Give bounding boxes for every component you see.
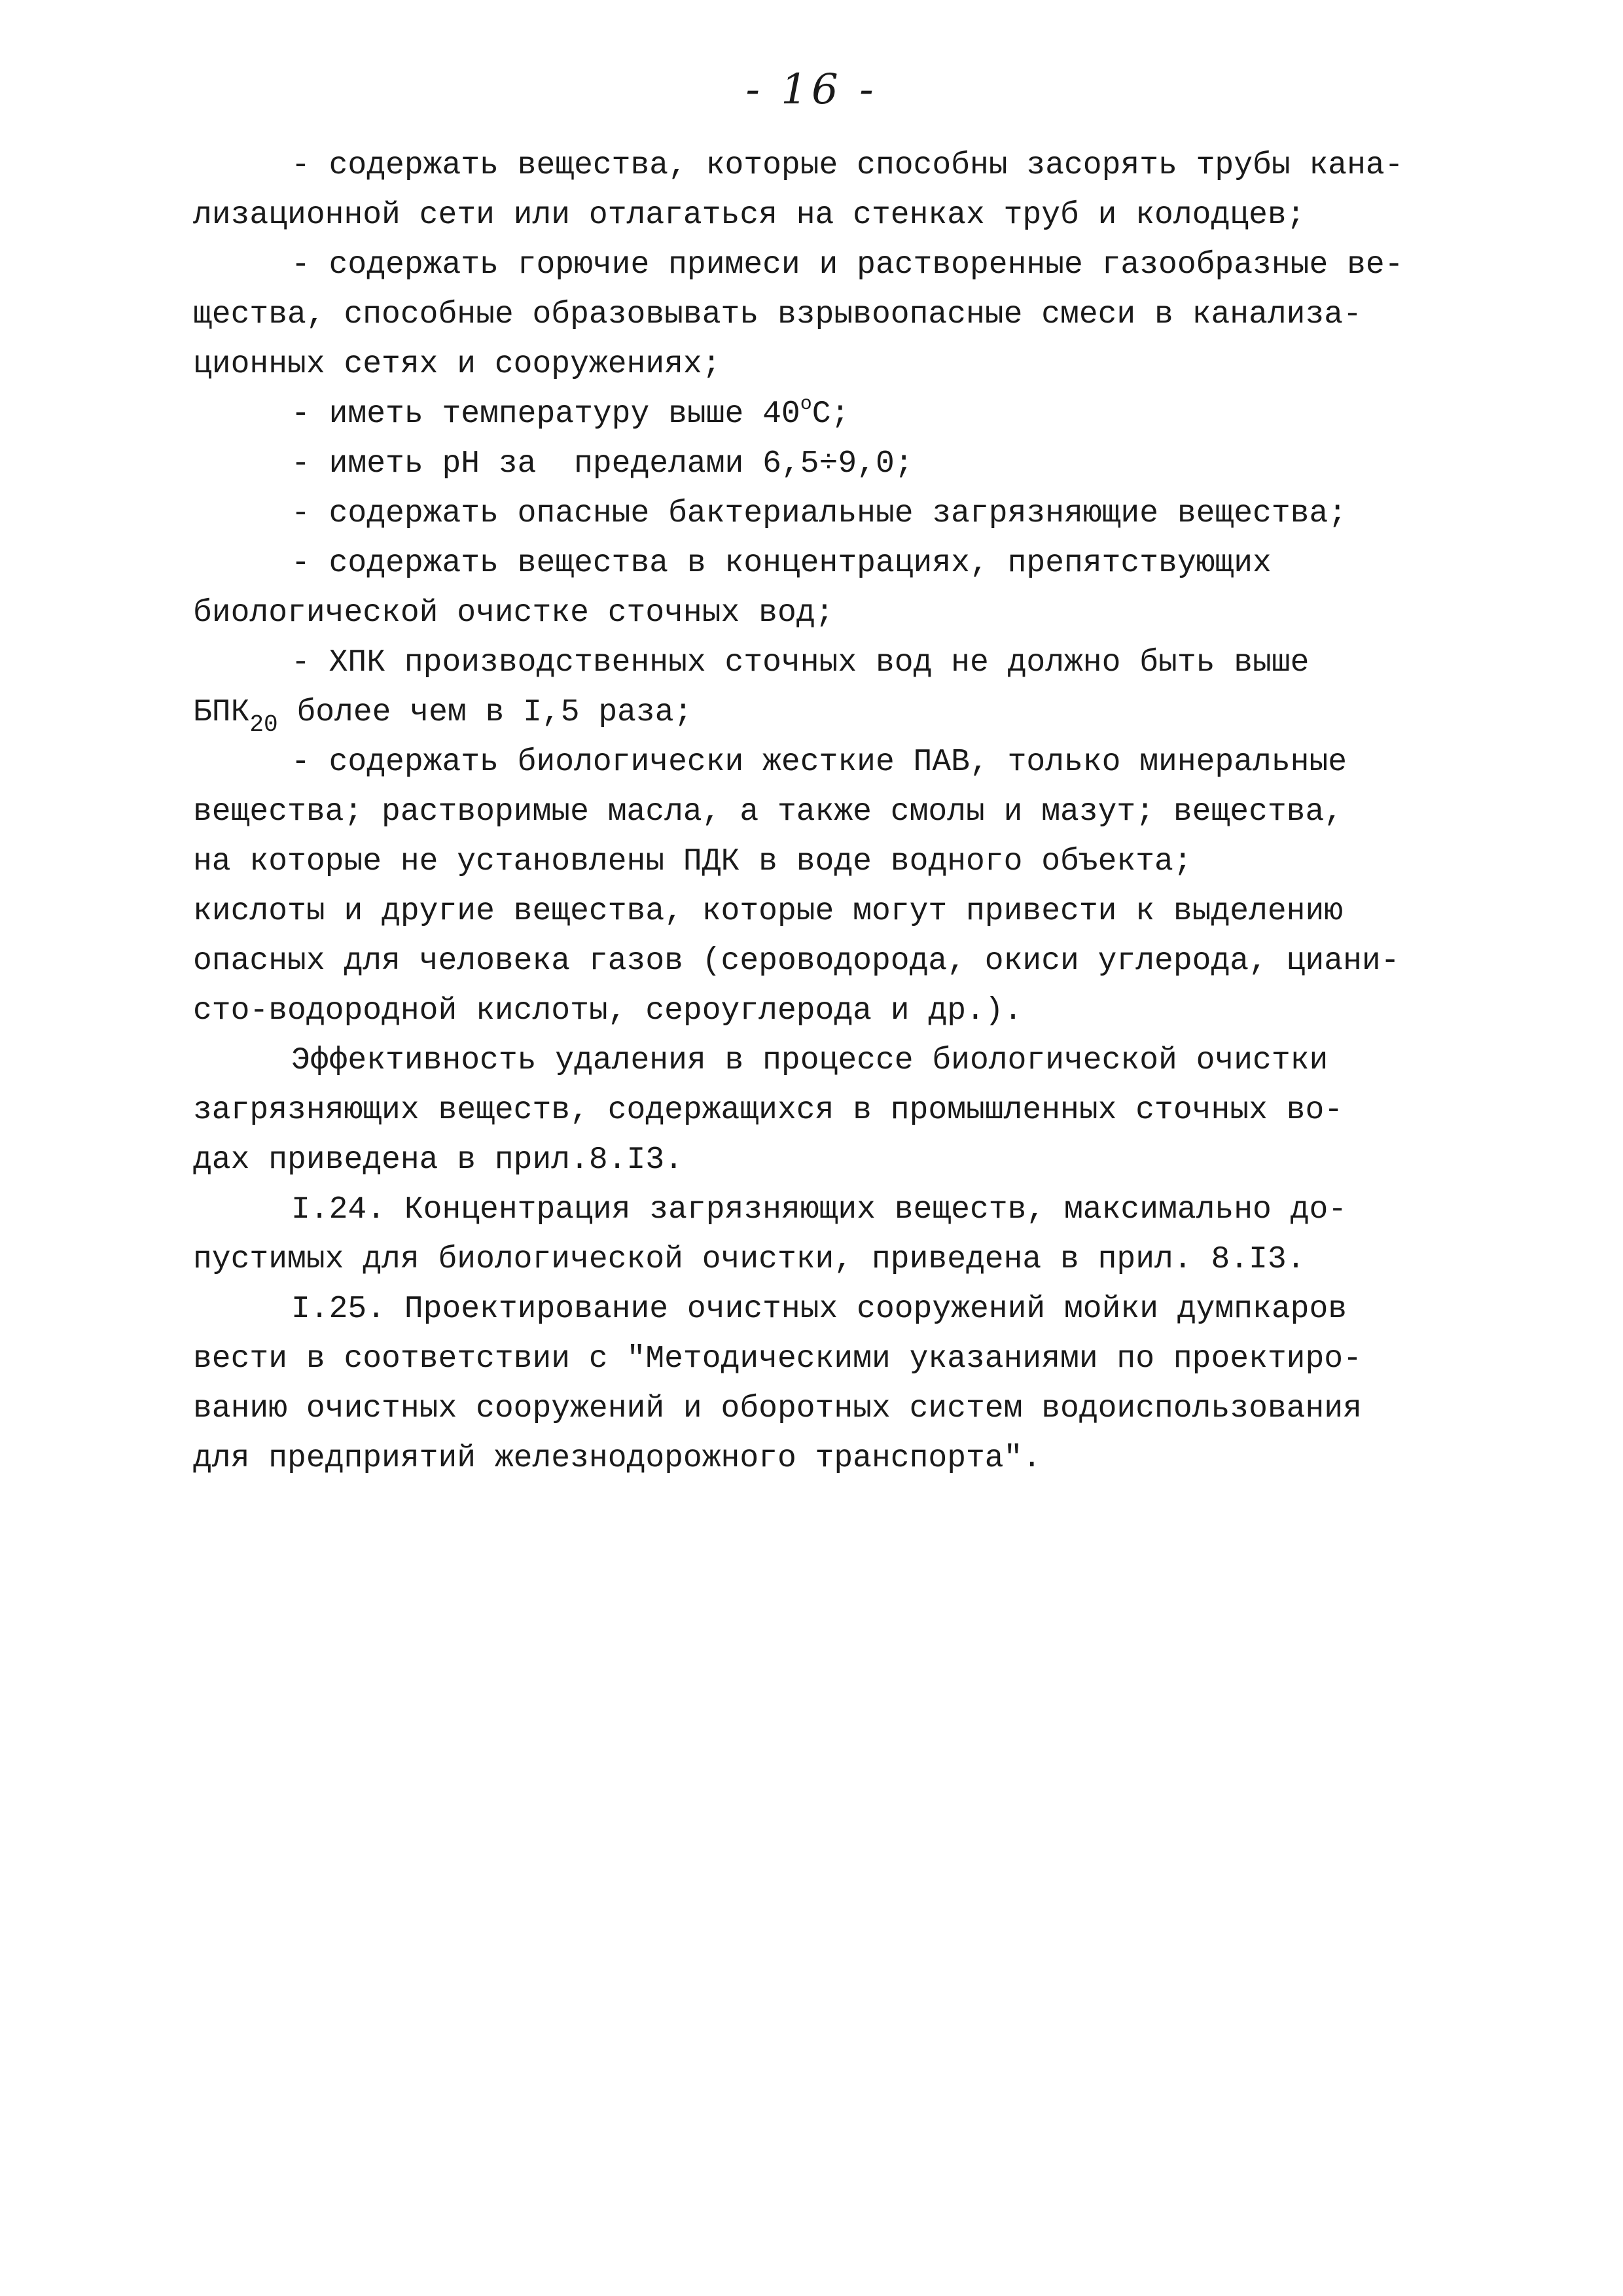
text-line: биологической очистке сточных вод; (193, 595, 834, 631)
text-line: щества, способные образовывать взрывоопасные смеси в канализа- (193, 297, 1362, 332)
text-fragment: С; (812, 397, 850, 432)
text-fragment: БПК (193, 695, 250, 730)
text-line: - ХПК производственных сточных вод не должно быть выше (291, 645, 1310, 680)
text-line: Эффективность удаления в процессе биологической очистки (291, 1043, 1329, 1078)
text-line: пустимых для биологической очистки, приведена в прил. 8.I3. (193, 1242, 1306, 1277)
text-line: - содержать вещества в концентрациях, препятствующих (291, 546, 1272, 581)
text-line: загрязняющих веществ, содержащихся в промышленных сточных во- (193, 1093, 1344, 1128)
text-line: - содержать горючие примеси и растворенные газообразные ве- (291, 247, 1404, 283)
text-line: - содержать биологически жесткие ПАВ, только минеральные (291, 745, 1347, 780)
text-fragment: более чем в I,5 раза; (277, 695, 693, 730)
text-line: I.25. Проектирование очистных сооружений мойки думпкаров (291, 1292, 1347, 1327)
bpk-subscript: 20 (249, 711, 278, 738)
text-line: лизационной сети или отлагаться на стенках труб и колодцев; (193, 198, 1306, 233)
text-line: - содержать вещества, которые способны засорять трубы кана- (291, 148, 1404, 183)
text-line-bpk (193, 688, 1476, 737)
page-number: - 16 - (745, 65, 878, 114)
text-line: дах приведена в прил.8.I3. (193, 1142, 683, 1178)
text-line: вещества; растворимые масла, а также смолы и мазут; вещества, (193, 794, 1344, 830)
text-line-temperature (193, 389, 1476, 439)
text-line: на которые не установлены ПДК в воде водного объекта; (193, 844, 1192, 879)
text-line: кислоты и другие вещества, которые могут привести к выделению (193, 894, 1344, 929)
text-line: - иметь рН за пределами 6,5÷9,0; (291, 446, 914, 482)
text-line: опасных для человека газов (сероводорода, окиси углерода, циани- (193, 944, 1400, 979)
text-line: - содержать опасные бактериальные загрязняющие вещества; (291, 496, 1347, 531)
text-line: ванию очистных сооружений и оборотных систем водоиспользования (193, 1391, 1362, 1426)
text-line: для предприятий железнодорожного транспорта". (193, 1441, 1042, 1476)
document-body (193, 141, 1476, 1483)
text-fragment: - иметь температуру выше 40 (291, 397, 800, 432)
text-line: I.24. Концентрация загрязняющих веществ, максимально до- (291, 1192, 1347, 1227)
text-line: вести в соответствии с "Методическими указаниями по проектиро- (193, 1341, 1362, 1377)
text-line: сто-водородной кислоты, сероуглерода и др.). (193, 993, 1023, 1029)
degree-superscript: о (800, 393, 812, 415)
text-line: ционных сетях и сооружениях; (193, 347, 721, 382)
